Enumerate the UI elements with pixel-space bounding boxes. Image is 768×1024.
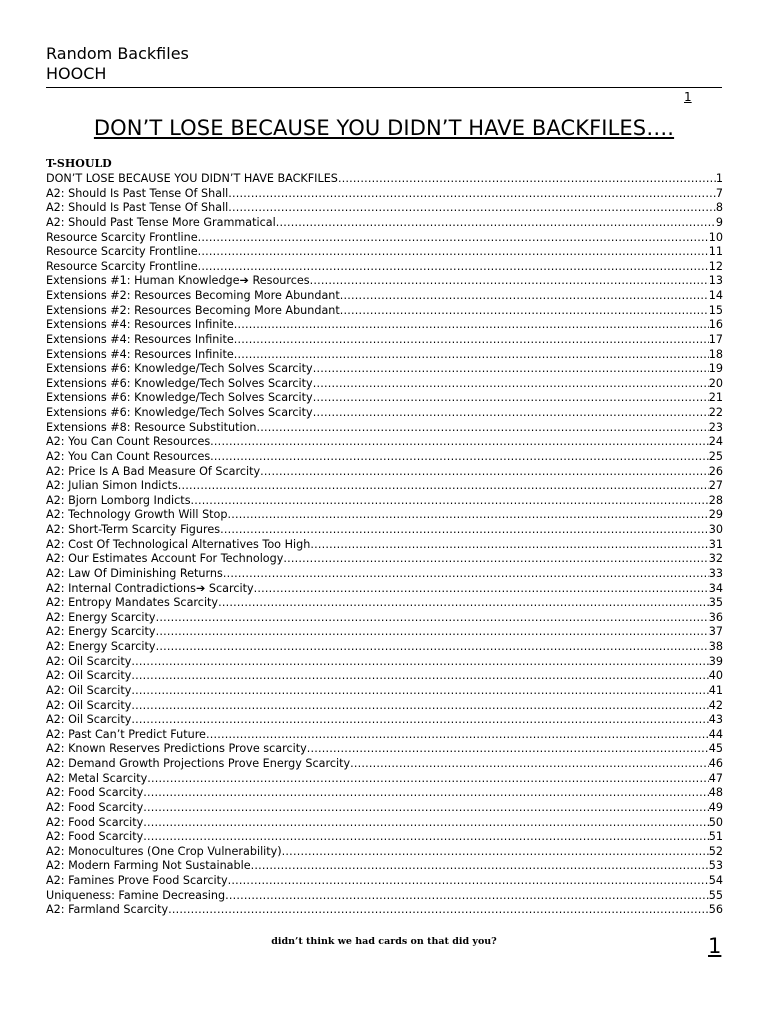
toc-leader-dots — [313, 406, 709, 421]
toc-leader-dots — [178, 479, 709, 494]
toc-entry-page: 9 — [715, 215, 723, 229]
toc-entry-page: 41 — [708, 683, 723, 697]
toc-entry[interactable] — [46, 289, 723, 304]
toc-entry[interactable] — [46, 830, 723, 845]
toc-entry-label: Resource Scarcity Frontline — [46, 245, 198, 259]
toc-entry[interactable] — [46, 406, 723, 421]
toc-entry-page: 29 — [708, 508, 723, 522]
toc-entry-label-continued: Scarcity — [208, 581, 254, 595]
toc-entry-label: A2: Cost Of Technological Alternatives Too High — [46, 537, 311, 551]
toc-entry-label: A2: Internal Contradictions — [46, 581, 196, 595]
toc-entry-label: A2: Food Scarcity — [46, 830, 144, 844]
toc-entry-page: 52 — [708, 844, 723, 858]
toc-entry-label: A2: Energy Scarcity — [46, 640, 156, 653]
toc-entry-page: 39 — [708, 654, 723, 668]
toc-entry-label: A2: Known Reserves Predictions Prove scarcity — [46, 742, 307, 756]
toc-entry[interactable] — [46, 772, 723, 787]
toc-entry-label: Resource Scarcity Frontline — [46, 259, 198, 273]
toc-entry-label: A2: Metal Scarcity — [46, 771, 148, 785]
toc-entry-label: Extensions #4: Resources Infinite — [46, 332, 234, 346]
toc-leader-dots — [310, 538, 708, 553]
toc-entry-label: A2: Oil Scarcity — [46, 669, 132, 683]
toc-entry[interactable] — [46, 479, 723, 494]
toc-entry[interactable] — [46, 699, 723, 714]
toc-entry-page: 36 — [708, 610, 723, 624]
toc-leader-dots — [168, 903, 709, 918]
toc-entry-label: A2: Energy Scarcity — [46, 610, 156, 624]
toc-entry-page: 11 — [708, 245, 723, 259]
toc-entry-page: 14 — [708, 289, 723, 302]
toc-entry-page: 15 — [708, 303, 723, 317]
toc-leader-dots — [198, 231, 709, 246]
toc-entry-label: Extensions #6: Knowledge/Tech Solves Scarcity — [46, 391, 313, 405]
toc-leader-dots — [131, 713, 708, 728]
toc-leader-dots — [234, 333, 709, 348]
toc-entry-label: Extensions #6: Knowledge/Tech Solves Scarcity — [46, 362, 313, 376]
toc-entry-page: 22 — [708, 406, 723, 419]
toc-entry-page: 28 — [708, 493, 723, 507]
toc-entry[interactable] — [46, 757, 723, 772]
header-title: Random Backfiles — [46, 44, 189, 63]
toc-entry-label: A2: Famines Prove Food Scarcity — [46, 874, 228, 887]
toc-entry-page: 8 — [715, 201, 723, 215]
toc-entry-label: A2: Price Is A Bad Measure Of Scarcity — [46, 464, 261, 478]
toc-entry[interactable] — [46, 318, 723, 333]
toc-entry[interactable] — [46, 582, 723, 597]
toc-entry[interactable] — [46, 348, 723, 363]
toc-entry[interactable] — [46, 216, 723, 231]
toc-entry[interactable] — [46, 845, 723, 860]
toc-entry[interactable] — [46, 435, 723, 450]
toc-entry-page: 38 — [708, 640, 723, 653]
toc-leader-dots — [307, 742, 709, 757]
toc-leader-dots — [260, 465, 709, 480]
toc-leader-dots — [340, 289, 709, 304]
toc-entry-page: 21 — [708, 391, 723, 405]
toc-entry-page: 35 — [708, 596, 723, 610]
toc-entry-page: 31 — [708, 537, 723, 551]
toc-entry-page: 20 — [708, 376, 723, 390]
toc-leader-dots — [234, 318, 709, 333]
toc-entry[interactable] — [46, 465, 723, 480]
toc-leader-dots — [143, 816, 709, 831]
toc-entry[interactable] — [46, 494, 723, 509]
toc-leader-dots — [131, 699, 708, 714]
toc-entry[interactable] — [46, 231, 723, 246]
toc-entry[interactable] — [46, 421, 723, 436]
toc-leader-dots — [198, 245, 709, 260]
document-header — [46, 44, 722, 84]
toc-entry-page: 55 — [708, 888, 723, 902]
toc-leader-dots — [206, 728, 709, 743]
toc-entry-page: 33 — [708, 566, 723, 580]
arrow-right-icon: ➔ — [195, 581, 206, 595]
toc-entry[interactable] — [46, 713, 723, 728]
toc-entry[interactable] — [46, 742, 723, 757]
toc-entry[interactable] — [46, 669, 723, 684]
toc-entry-label: A2: Monocultures (One Crop Vulnerability) — [46, 844, 282, 858]
toc-entry-label: A2: Modern Farming Not Sustainable — [46, 859, 251, 873]
toc-entry-page: 50 — [708, 815, 723, 829]
toc-entry[interactable] — [46, 801, 723, 816]
toc-entry-label: A2: Technology Growth Will Stop — [46, 508, 228, 522]
toc-entry[interactable] — [46, 538, 723, 553]
toc-entry-page: 47 — [708, 771, 723, 785]
toc-entry-label: A2: Food Scarcity — [46, 800, 144, 814]
toc-entry[interactable] — [46, 684, 723, 699]
toc-entry-page: 34 — [708, 581, 723, 595]
toc-entry-page: 37 — [708, 625, 723, 639]
toc-entry[interactable] — [46, 786, 723, 801]
toc-entry-page: 49 — [708, 800, 723, 814]
toc-entry-label: Extensions #6: Knowledge/Tech Solves Scarcity — [46, 406, 313, 419]
toc-leader-dots — [310, 274, 709, 289]
toc-entry-label: A2: Should Is Past Tense Of Shall — [46, 186, 229, 200]
toc-entry[interactable] — [46, 859, 723, 874]
toc-entry[interactable] — [46, 391, 723, 406]
toc-entry-page: 32 — [708, 552, 723, 566]
toc-entry-page: 44 — [708, 727, 723, 741]
toc-entry[interactable] — [46, 260, 723, 275]
header-author: HOOCH — [46, 64, 107, 83]
toc-entry-label: A2: Oil Scarcity — [46, 683, 132, 697]
toc-entry-label: A2: Food Scarcity — [46, 786, 144, 800]
toc-entry[interactable] — [46, 304, 723, 319]
toc-leader-dots — [283, 552, 708, 567]
toc-entry-label: A2: Law Of Diminishing Returns — [46, 566, 223, 580]
toc-entry-label: Extensions #4: Resources Infinite — [46, 318, 234, 332]
toc-leader-dots — [156, 611, 709, 626]
toc-entry[interactable] — [46, 450, 723, 465]
toc-entry-label: A2: Our Estimates Account For Technology — [46, 552, 284, 566]
toc-leader-dots — [340, 304, 709, 319]
toc-leader-dots — [228, 874, 709, 889]
toc-entry-label: A2: Past Can’t Predict Future — [46, 727, 206, 741]
toc-entry[interactable] — [46, 523, 723, 538]
toc-entry[interactable] — [46, 625, 723, 640]
toc-entry-label: Uniqueness: Famine Decreasing — [46, 888, 226, 902]
toc-entry-label: A2: Should Past Tense More Grammatical — [46, 215, 276, 229]
toc-entry-label: A2: Bjorn Lomborg Indicts — [46, 493, 191, 507]
toc-entry-page: 53 — [708, 859, 723, 873]
toc-entry-page: 56 — [708, 903, 723, 917]
toc-leader-dots — [228, 187, 716, 202]
toc-entry-page: 26 — [708, 464, 723, 478]
toc-entry[interactable] — [46, 274, 723, 289]
toc-leader-dots — [143, 801, 709, 816]
toc-entry-label: A2: Farmland Scarcity — [46, 903, 169, 917]
toc-entry-page: 17 — [708, 332, 723, 346]
toc-entry-label: A2: Should Is Past Tense Of Shall — [46, 201, 229, 215]
header-rule — [46, 87, 722, 88]
toc-leader-dots — [210, 450, 709, 465]
toc-leader-dots — [220, 523, 709, 538]
toc-entry-page: 12 — [708, 259, 723, 273]
toc-entry[interactable] — [46, 187, 723, 202]
toc-entry[interactable] — [46, 377, 723, 392]
toc-entry-label: A2: Demand Growth Projections Prove Energy Scarcity — [46, 757, 351, 770]
toc-entry[interactable] — [46, 508, 723, 523]
toc-entry-page: 42 — [708, 698, 723, 712]
toc-entry[interactable] — [46, 362, 723, 377]
toc-leader-dots — [257, 421, 709, 436]
toc-leader-dots — [251, 859, 709, 874]
toc-leader-dots — [223, 567, 709, 582]
toc-entry-page: 16 — [708, 318, 723, 332]
toc-entry-page: 40 — [708, 669, 723, 683]
toc-entry-label: A2: Energy Scarcity — [46, 625, 156, 639]
toc-leader-dots — [276, 216, 716, 231]
table-of-contents — [46, 172, 723, 918]
toc-leader-dots — [313, 377, 709, 392]
toc-entry-page: 7 — [715, 186, 723, 200]
toc-leader-dots — [143, 830, 709, 845]
toc-entry-label: Extensions #2: Resources Becoming More Abundant — [46, 303, 340, 317]
toc-entry-label: DON’T LOSE BECAUSE YOU DIDN’T HAVE BACKFILES… — [46, 172, 350, 185]
toc-entry-page: 1 — [715, 172, 723, 185]
section-heading: T-SHOULD — [46, 157, 112, 170]
toc-entry[interactable] — [46, 655, 723, 670]
toc-entry-label: Extensions #4: Resources Infinite — [46, 347, 234, 361]
toc-entry[interactable] — [46, 172, 723, 187]
toc-entry[interactable] — [46, 611, 723, 626]
toc-entry-label-continued: Resources — [252, 274, 310, 288]
toc-entry-label: A2: Oil Scarcity — [46, 713, 132, 727]
footer-text: didn’t think we had cards on that did you? — [271, 936, 497, 947]
toc-entry[interactable] — [46, 903, 723, 918]
toc-entry-page: 25 — [708, 449, 723, 463]
toc-leader-dots — [143, 786, 709, 801]
toc-entry[interactable] — [46, 201, 723, 216]
toc-leader-dots — [131, 684, 708, 699]
toc-entry-label: A2: You Can Count Resources — [46, 449, 211, 463]
toc-entry-label: A2: Entropy Mandates Scarcity — [46, 596, 219, 610]
toc-entry-page: 18 — [708, 347, 723, 361]
toc-entry-label: Extensions #8: Resource Substitution — [46, 420, 257, 434]
toc-entry-page: 43 — [708, 713, 723, 727]
toc-leader-dots — [313, 362, 709, 377]
toc-entry[interactable] — [46, 816, 723, 831]
toc-entry-page: 19 — [708, 362, 723, 376]
page-title: DON’T LOSE BECAUSE YOU DIDN’T HAVE BACKFILES…. — [93, 116, 675, 140]
toc-entry-page: 51 — [708, 830, 723, 844]
toc-leader-dots — [349, 172, 716, 187]
toc-entry[interactable] — [46, 874, 723, 889]
toc-entry-label: A2: You Can Count Resources — [46, 435, 211, 449]
toc-leader-dots — [131, 655, 708, 670]
toc-entry-page: 23 — [708, 420, 723, 434]
toc-entry[interactable] — [46, 596, 723, 611]
toc-entry[interactable] — [46, 333, 723, 348]
toc-entry-page: 45 — [708, 742, 723, 756]
toc-entry-page: 27 — [708, 479, 723, 493]
toc-leader-dots — [225, 889, 709, 904]
toc-entry-page: 10 — [708, 230, 723, 244]
toc-leader-dots — [234, 348, 709, 363]
toc-entry[interactable] — [46, 552, 723, 567]
toc-entry-label: Resource Scarcity Frontline — [46, 230, 198, 244]
toc-entry-page: 54 — [708, 874, 723, 887]
toc-entry-page: 30 — [708, 523, 723, 536]
toc-leader-dots — [131, 669, 708, 684]
arrow-right-icon: ➔ — [239, 274, 249, 288]
toc-leader-dots — [228, 508, 709, 523]
toc-entry[interactable] — [46, 640, 723, 655]
toc-entry-label: A2: Julian Simon Indicts — [46, 479, 178, 493]
toc-entry-label: A2: Oil Scarcity — [46, 698, 132, 712]
toc-entry-label: Extensions #6: Knowledge/Tech Solves Scarcity — [46, 376, 313, 390]
header-page-link[interactable]: 1 — [684, 90, 692, 104]
toc-leader-dots — [147, 772, 708, 787]
toc-leader-dots — [156, 625, 709, 640]
toc-leader-dots — [198, 260, 709, 275]
toc-entry-label: Extensions #1: Human Knowledge — [46, 274, 240, 288]
toc-entry-page: 46 — [708, 757, 723, 770]
toc-leader-dots — [254, 582, 709, 597]
toc-entry-page: 48 — [708, 786, 723, 800]
toc-entry-label: A2: Food Scarcity — [46, 815, 144, 829]
toc-leader-dots — [156, 640, 709, 655]
toc-leader-dots — [218, 596, 709, 611]
toc-entry-page: 24 — [708, 435, 723, 449]
toc-entry[interactable] — [46, 245, 723, 260]
toc-leader-dots — [313, 391, 709, 406]
toc-entry-label: A2: Oil Scarcity — [46, 654, 132, 668]
toc-entry-page: 13 — [708, 274, 723, 288]
toc-leader-dots — [350, 757, 709, 772]
toc-leader-dots — [282, 845, 709, 860]
toc-entry[interactable] — [46, 889, 723, 904]
toc-leader-dots — [191, 494, 709, 509]
toc-entry[interactable] — [46, 567, 723, 582]
toc-entry-label: A2: Short-Term Scarcity Figures — [46, 523, 221, 536]
footer-page-number: 1 — [708, 934, 722, 958]
toc-leader-dots — [228, 201, 716, 216]
toc-entry-label: Extensions #2: Resources Becoming More Abundant — [46, 289, 340, 302]
toc-leader-dots — [210, 435, 709, 450]
toc-entry[interactable] — [46, 728, 723, 743]
